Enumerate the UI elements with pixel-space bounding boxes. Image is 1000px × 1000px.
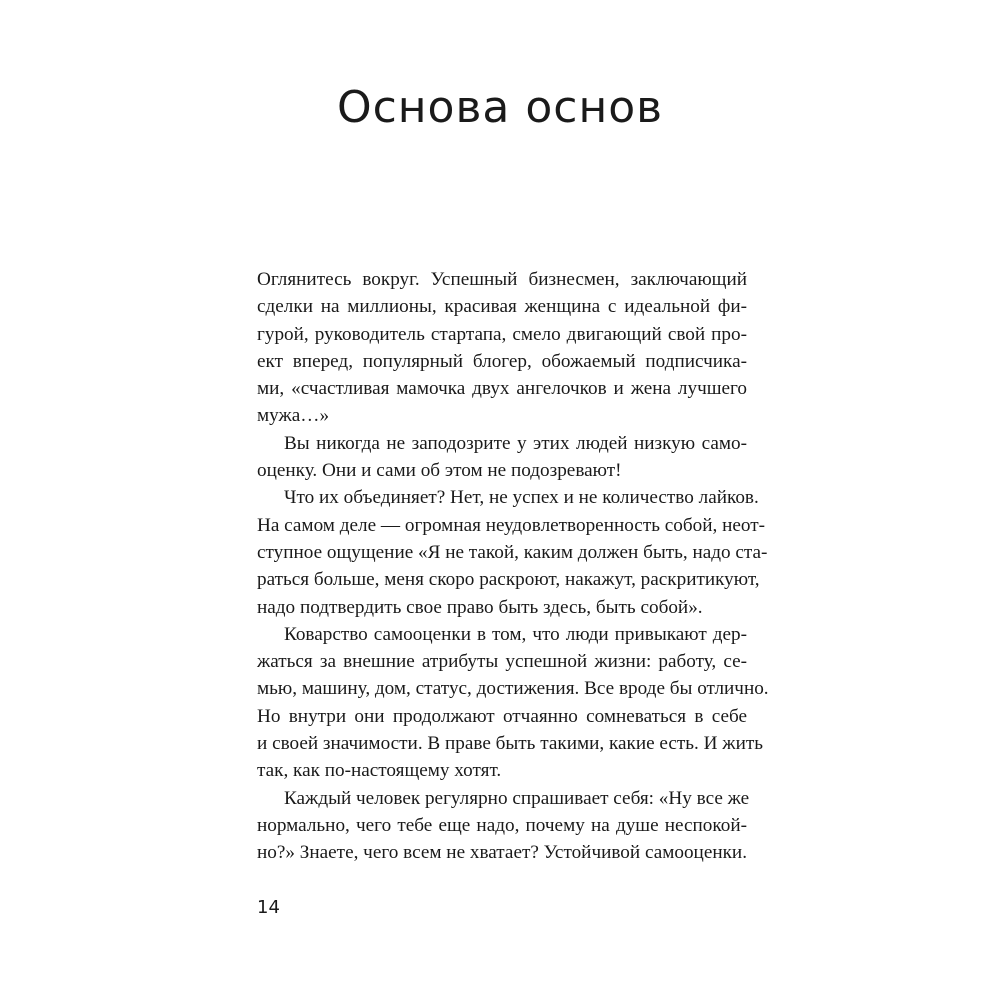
chapter-title: Основа основ <box>336 82 664 133</box>
text-line: жаться за внешние атрибуты успешной жизни: работу, се- <box>257 651 747 673</box>
text-line: ми, «счастливая мамочка двух ангелочков и жена лучшего <box>257 378 747 400</box>
text-line: нормально, чего тебе еще надо, почему на душе неспокой- <box>257 814 747 836</box>
text-line: мужа…» <box>257 405 330 427</box>
body-text <box>257 266 769 867</box>
text-line: Каждый человек регулярно спрашивает себя: «Ну все же <box>284 787 750 809</box>
text-line: На самом деле — огромная неудовлетворенность собой, неот- <box>257 514 765 536</box>
text-line: ступное ощущение «Я не такой, каким должен быть, надо ста- <box>257 541 768 563</box>
text-line: раться больше, меня скоро раскроют, накажут, раскритикуют, <box>257 569 760 591</box>
text-line: ект вперед, популярный блогер, обожаемый подписчика- <box>257 350 747 372</box>
text-line: так, как по-настоящему хотят. <box>257 760 502 782</box>
text-line: Коварство самооценки в том, что люди привыкают дер- <box>284 623 747 645</box>
paragraph-2 <box>257 430 747 485</box>
text-line: Вы никогда не заподозрите у этих людей низкую само- <box>284 432 747 454</box>
text-line: Но внутри они продолжают отчаянно сомневаться в себе <box>257 705 747 727</box>
text-line: и своей значимости. В праве быть такими, какие есть. И жить <box>257 733 763 755</box>
text-line: оценку. Они и сами об этом не подозревают! <box>257 460 622 482</box>
page-number: 14 <box>257 897 280 918</box>
text-line: но?» Знаете, чего всем не хватает? Устойчивой самооценки. <box>257 842 747 864</box>
text-line: сделки на миллионы, красивая женщина с идеальной фи- <box>257 296 747 318</box>
text-line: Что их объединяет? Нет, не успех и не количество лайков. <box>284 487 759 509</box>
text-line: Оглянитесь вокруг. Успешный бизнесмен, заключающий <box>257 269 747 290</box>
text-line: гурой, руководитель стартапа, смело двигающий свой про- <box>257 323 747 345</box>
text-line: надо подтвердить свое право быть здесь, быть собой». <box>257 596 703 618</box>
paragraph-3 <box>257 484 768 620</box>
text-line: мью, машину, дом, статус, достижения. Все вроде бы отлично. <box>257 678 769 700</box>
paragraph-4 <box>257 621 769 785</box>
paragraph-1 <box>257 266 747 430</box>
paragraph-5 <box>257 785 750 867</box>
